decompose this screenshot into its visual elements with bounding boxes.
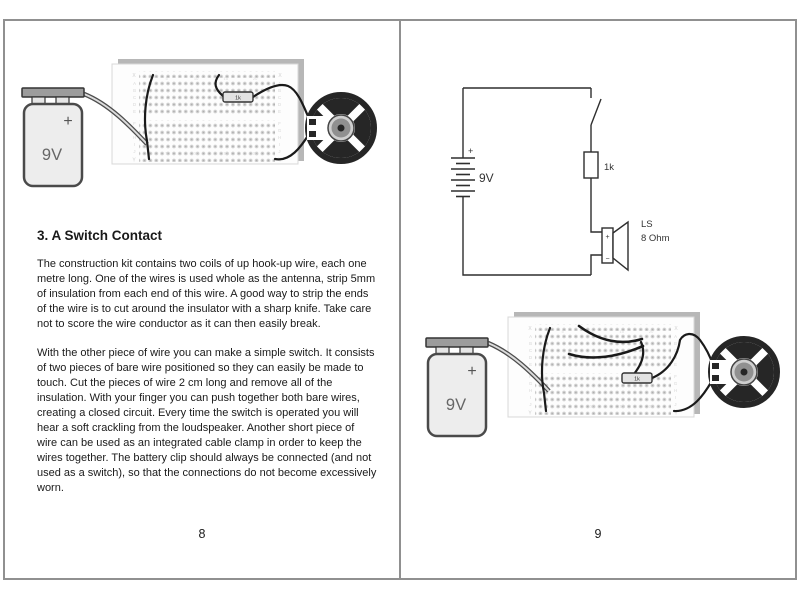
- resistor: [622, 373, 652, 383]
- battery-symbol: [451, 158, 475, 197]
- speaker-impedance-label: 8 Ohm: [641, 233, 670, 244]
- speaker: [708, 336, 780, 408]
- page-number-left: 8: [198, 527, 206, 541]
- speaker-minus-label: −: [605, 256, 610, 263]
- paragraph-2: With the other piece of wire you can make a simple switch. It consists of two pieces of bare wire positioned so they can easily be made to touch. Cut the pieces of wire 2 cm long and remove all of the insulation. With your finger you can push together both bare wires, creating a closed circuit. Every time the switch is operated you will hear a soft crackling from the loudspeaker. Another short piece of wire can be used as an integrated cable clamp in order to keep the wires together. The battery clip should always be connected (and not used as a switch), so that the connections do not become excessively worn.: [37, 347, 377, 494]
- battery-plus-label: +: [468, 146, 474, 156]
- battery-voltage-label: 9V: [479, 171, 494, 185]
- section-heading: 3. A Switch Contact: [37, 228, 163, 243]
- circuit-schematic: [451, 81, 711, 296]
- paragraph-1: The construction kit contains two coils of up hook-up wire, each one metre long. One of the wires is used whole as the antenna, strip 5mm of insulation from each end of this wire. A good way to strip the ends of the wire is to cut around the insulator with a sharp knife. Take care not to score the wire conductor as it can then easily break.: [37, 258, 376, 330]
- page-number-right: 9: [594, 527, 602, 541]
- wire-resistor-to-speaker: [591, 178, 602, 232]
- speaker-plus-label: +: [605, 234, 610, 241]
- schematic-labels: [468, 146, 670, 244]
- resistor-label: 1k: [634, 376, 640, 383]
- resistor: [223, 92, 253, 102]
- speaker: [305, 92, 377, 164]
- wire-bottom: [463, 197, 591, 276]
- document-spread: [3, 19, 797, 580]
- breadboard: [508, 312, 700, 417]
- switch-blade: [591, 99, 601, 125]
- battery: [426, 338, 488, 436]
- resistor-label: 1k: [235, 95, 241, 102]
- resistor-symbol: [584, 152, 598, 178]
- battery: [22, 88, 84, 186]
- page-8: [5, 21, 399, 578]
- text-column: [37, 228, 377, 510]
- speaker-symbol: [602, 222, 628, 270]
- speaker-name-label: LS: [641, 219, 653, 230]
- breadboard-figure-right: [412, 298, 783, 438]
- wire-speaker-to-bottom: [591, 255, 602, 275]
- resistor-value-label: 1k: [604, 162, 615, 173]
- page-9: [401, 21, 795, 578]
- breadboard-figure-left: [14, 55, 385, 195]
- breadboard: [112, 59, 304, 164]
